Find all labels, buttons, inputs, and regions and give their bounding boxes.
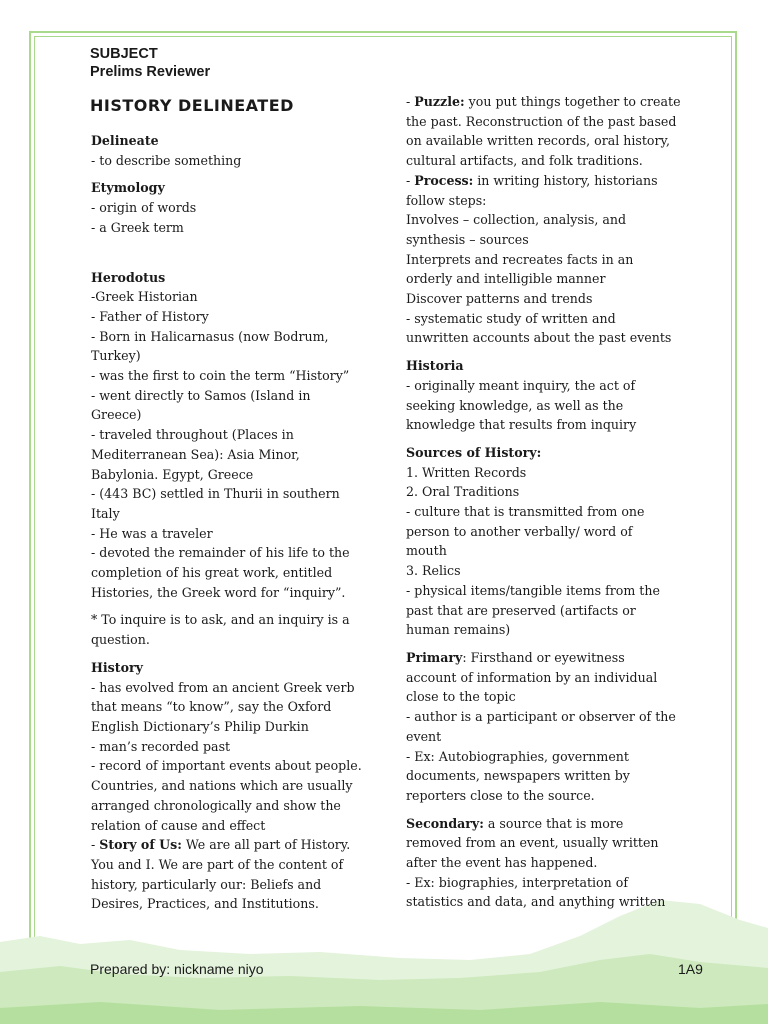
text-line: - to describe something <box>91 152 242 168</box>
text-line: - a Greek term <box>91 219 184 235</box>
text-line: relation of cause and effect <box>91 817 266 833</box>
text-line: - record of important events about people. <box>91 758 362 774</box>
puzzle-text: you put things together to create <box>464 94 681 109</box>
text-line: mouth <box>406 543 447 559</box>
secondary-label: Secondary: <box>406 815 484 831</box>
text-line: that means “to know”, say the Oxford <box>91 699 332 715</box>
text-line: Desires, Practices, and Institutions. <box>91 896 319 912</box>
text-line: account of information by an individual <box>406 669 658 685</box>
text-line: follow steps: <box>406 192 487 208</box>
text-line: - systematic study of written and <box>406 310 616 326</box>
text-line: Interprets and recreates facts in an <box>406 251 634 267</box>
primary-line <box>406 648 688 668</box>
subject-label: SUBJECT <box>90 46 158 62</box>
text-line: - physical items/tangible items from the <box>406 582 660 598</box>
inquire-note <box>91 610 371 649</box>
text-line: Turkey) <box>91 348 141 364</box>
text-line: Involves – collection, analysis, and <box>406 212 627 228</box>
text-line: - Father of History <box>91 308 209 324</box>
text-line: synthesis – sources <box>406 231 529 247</box>
text-line: Mediterranean Sea): Asia Minor, <box>91 446 300 462</box>
text-line: knowledge that results from inquiry <box>406 417 637 433</box>
text-line: - traveled throughout (Places in <box>91 427 294 443</box>
secondary-text: a source that is more <box>483 815 624 831</box>
section-historia <box>406 356 688 435</box>
text-line: - Ex: Autobiographies, government <box>406 748 629 764</box>
text-line: - went directly to Samos (Island in <box>91 387 311 403</box>
text-line: You and I. We are part of the content of <box>91 856 344 872</box>
text-line: on available written records, oral history, <box>406 133 670 149</box>
text-line: 1. Written Records <box>406 464 527 480</box>
puzzle-line: - Puzzle: you put things together to create <box>406 94 681 109</box>
text-line: statistics and data, and anything written <box>406 894 666 910</box>
text-line: the past. Reconstruction of the past based <box>406 113 677 129</box>
process-line: - Process: in writing history, historians <box>406 172 658 188</box>
text-line: - man’s recorded past <box>91 738 231 754</box>
section-heading: History <box>91 659 143 675</box>
text-line: arranged chronologically and show the <box>91 797 341 813</box>
process-text: in writing history, historians <box>473 172 658 188</box>
section-herodotus <box>91 268 371 603</box>
text-line: human remains) <box>406 622 511 638</box>
section-delineate <box>91 131 371 170</box>
text-line: close to the topic <box>406 689 516 705</box>
text-line: orderly and intelligible manner <box>406 271 606 287</box>
text-line: - was the first to coin the term “History” <box>91 368 350 384</box>
section-heading: Herodotus <box>91 269 166 285</box>
section-heading: Etymology <box>91 180 165 196</box>
section-secondary <box>406 814 688 913</box>
section-heading: Historia <box>406 358 464 374</box>
section-etymology <box>91 178 371 237</box>
text-line: seeking knowledge, as well as the <box>406 397 624 413</box>
prepared-by: Prepared by: nickname niyo <box>90 961 264 977</box>
puzzle-label: Puzzle: <box>414 94 465 109</box>
text-line: - Born in Halicarnasus (now Bodrum, <box>91 328 329 344</box>
primary-label: Primary <box>406 649 463 665</box>
text-line: Italy <box>91 505 120 521</box>
text-line: Discover patterns and trends <box>406 291 593 307</box>
text-line: English Dictionary’s Philip Durkin <box>91 718 309 734</box>
story-of-us-label: Story of Us: <box>99 837 182 853</box>
text-line: - (443 BC) settled in Thurii in southern <box>91 486 340 502</box>
text-line: event <box>406 728 442 744</box>
document-header <box>90 45 210 81</box>
section-heading: Sources of History: <box>406 444 542 460</box>
left-column <box>91 131 371 922</box>
text-line: history, particularly our: Beliefs and <box>91 876 322 892</box>
text-line: Greece) <box>91 407 142 423</box>
text-line: completion of his great work, entitled <box>91 565 333 581</box>
primary-text: : Firsthand or eyewitness <box>462 649 625 665</box>
text-line: question. <box>91 632 150 648</box>
text-line: - culture that is transmitted from one <box>406 504 645 520</box>
section-puzzle <box>406 92 688 171</box>
text-line: documents, newspapers written by <box>406 768 630 784</box>
section-sources <box>406 443 688 640</box>
text-line: past that are preserved (artifacts or <box>406 602 636 618</box>
text-line: - devoted the remainder of his life to the <box>91 545 350 561</box>
text-line: unwritten accounts about the past events <box>406 330 672 346</box>
text-line: person to another verbally/ word of <box>406 523 633 539</box>
text-line: Babylonia. Egypt, Greece <box>91 466 254 482</box>
section-heading: Delineate <box>91 133 159 148</box>
text-line: after the event has happened. <box>406 855 598 871</box>
page-code: 1A9 <box>678 961 703 977</box>
secondary-line <box>406 814 688 834</box>
text-line: removed from an event, usually written <box>406 835 659 851</box>
text-line: 2. Oral Traditions <box>406 484 520 500</box>
text-line: - author is a participant or observer of the <box>406 709 676 725</box>
section-process <box>406 171 688 348</box>
story-of-us-line: - Story of Us: We are all part of History. <box>91 837 351 853</box>
text-line: * To inquire is to ask, and an inquiry is a <box>91 612 350 628</box>
story-of-us-text: We are all part of History. <box>181 837 351 853</box>
process-label: Process: <box>414 172 474 188</box>
section-history <box>91 658 371 914</box>
text-line: cultural artifacts, and folk traditions. <box>406 153 643 169</box>
document-title: HISTORY DELINEATED <box>90 96 294 115</box>
section-primary <box>406 648 688 806</box>
text-line: - originally meant inquiry, the act of <box>406 377 636 393</box>
reviewer-label: Prelims Reviewer <box>90 64 211 80</box>
text-line: - origin of words <box>91 200 197 216</box>
text-line: reporters close to the source. <box>406 787 595 803</box>
right-column <box>406 92 688 920</box>
text-line: 3. Relics <box>406 563 461 579</box>
text-line: -Greek Historian <box>91 289 198 305</box>
text-line: - Ex: biographies, interpretation of <box>406 874 628 890</box>
text-line: Countries, and nations which are usually <box>91 778 353 794</box>
text-line: - He was a traveler <box>91 525 213 541</box>
text-line: - has evolved from an ancient Greek verb <box>91 679 355 695</box>
text-line: Histories, the Greek word for “inquiry”. <box>91 584 346 600</box>
